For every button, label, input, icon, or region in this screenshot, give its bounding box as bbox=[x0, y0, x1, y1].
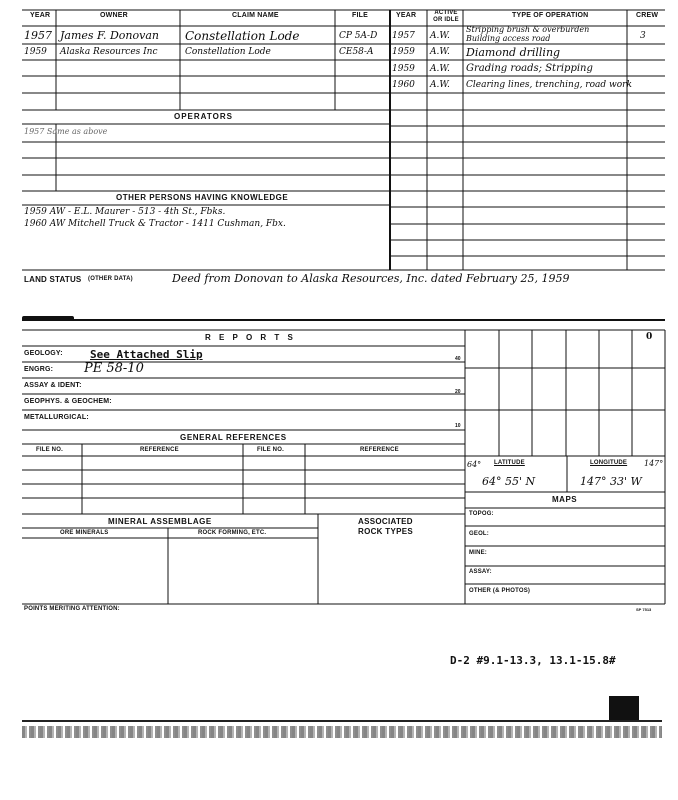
op-row-crew: 3 bbox=[640, 31, 646, 41]
owner-row-year: 1959 bbox=[24, 47, 47, 57]
owner-row-owner: Alaska Resources Inc bbox=[60, 47, 158, 57]
ref-header-reference-2: REFERENCE bbox=[360, 447, 399, 453]
owner-row-file: CP 5A-D bbox=[339, 31, 378, 41]
other-persons-title: OTHER PERSONS HAVING KNOWLEDGE bbox=[116, 193, 289, 202]
maps-geol-label: GEOL: bbox=[469, 531, 489, 537]
points-meriting-attention-label: POINTS MERITING ATTENTION: bbox=[24, 606, 120, 612]
general-references-title: GENERAL REFERENCES bbox=[180, 433, 287, 442]
header-type-of-operation: TYPE OF OPERATION bbox=[512, 12, 589, 19]
land-status-sublabel: (OTHER DATA) bbox=[88, 276, 133, 282]
operators-title: OPERATORS bbox=[174, 112, 233, 121]
longitude-degree: 147° bbox=[644, 459, 664, 468]
owner-row-claim: Constellation Lode bbox=[185, 47, 271, 57]
op-row-operation-line2: Building access road bbox=[466, 34, 551, 43]
reports-scale-20: 20 bbox=[455, 389, 461, 395]
op-row-operation: Clearing lines, trenching, road work bbox=[466, 80, 632, 90]
owner-row-year: 1957 bbox=[24, 29, 52, 42]
ref-header-file-no-2: FILE NO. bbox=[257, 447, 284, 453]
maps-mine-label: MINE: bbox=[469, 550, 487, 556]
reports-scale-10: 10 bbox=[455, 423, 461, 429]
assay-label: ASSAY & IDENT: bbox=[24, 382, 82, 389]
op-row-year: 1959 bbox=[392, 64, 415, 74]
geophys-label: GEOPHYS. & GEOCHEM: bbox=[24, 398, 112, 405]
op-row-year: 1959 bbox=[392, 47, 415, 57]
land-status-label: LAND STATUS bbox=[24, 275, 82, 284]
other-persons-entry: 1960 AW Mitchell Truck & Tractor - 1411 Cushman, Fbx. bbox=[24, 219, 286, 229]
associated-header: ASSOCIATED bbox=[358, 517, 413, 526]
rock-types-header: ROCK TYPES bbox=[358, 527, 414, 536]
longitude-label: LONGITUDE bbox=[590, 460, 628, 466]
op-row-status: A.W. bbox=[430, 31, 450, 41]
geology-label: GEOLOGY: bbox=[24, 350, 63, 357]
scan-rule-bottom bbox=[22, 720, 662, 722]
header-owner: OWNER bbox=[100, 12, 128, 19]
form-code: SP 7513 bbox=[636, 607, 652, 612]
header-crew: CREW bbox=[636, 12, 659, 19]
maps-assay-label: ASSAY: bbox=[469, 569, 492, 575]
other-persons-entry: 1959 AW - E.L. Maurer - 513 - 4th St., Fbks. bbox=[24, 207, 226, 217]
grid-mark: 0 bbox=[646, 332, 653, 342]
engrg-value: PE 58-10 bbox=[84, 361, 144, 376]
op-row-year: 1960 bbox=[392, 80, 415, 90]
reports-title: R E P O R T S bbox=[205, 333, 296, 342]
latitude-label: LATITUDE bbox=[494, 460, 525, 466]
longitude-value: 147° 33' W bbox=[580, 475, 642, 488]
owner-row-claim: Constellation Lode bbox=[185, 29, 300, 43]
op-row-status: A.W. bbox=[430, 64, 450, 74]
reference-code: D-2 #9.1-13.3, 13.1-15.8# bbox=[450, 654, 616, 667]
op-row-year: 1957 bbox=[392, 31, 415, 41]
header-claim-name: CLAIM NAME bbox=[232, 12, 279, 19]
latitude-degree: 64° bbox=[467, 460, 482, 469]
op-row-status: A.W. bbox=[430, 80, 450, 90]
maps-other-label: OTHER (& PHOTOS) bbox=[469, 588, 531, 594]
rock-forming-header: ROCK FORMING, ETC. bbox=[198, 530, 267, 536]
maps-topog-label: TOPOG: bbox=[469, 511, 494, 517]
header-active-idle: ACTIVE OR IDLE bbox=[433, 10, 459, 23]
scan-mark-top bbox=[22, 316, 74, 321]
ref-header-reference: REFERENCE bbox=[140, 447, 179, 453]
latitude-value: 64° 55' N bbox=[482, 475, 536, 488]
ref-header-file-no: FILE NO. bbox=[36, 447, 63, 453]
scan-noise-band bbox=[22, 726, 662, 738]
mineral-assemblage-title: MINERAL ASSEMBLAGE bbox=[108, 517, 212, 526]
header-file: FILE bbox=[352, 12, 368, 19]
header-year: YEAR bbox=[30, 12, 51, 19]
op-row-operation: Grading roads; Stripping bbox=[466, 63, 593, 74]
engrg-label: ENGRG: bbox=[24, 366, 54, 373]
maps-title: MAPS bbox=[552, 495, 578, 504]
land-status-value: Deed from Donovan to Alaska Resources, Inc. dated February 25, 1959 bbox=[172, 272, 570, 285]
op-row-status: A.W. bbox=[430, 47, 450, 57]
owner-row-owner: James F. Donovan bbox=[60, 29, 159, 42]
owner-row-file: CE58-A bbox=[339, 47, 374, 57]
op-row-operation: Stripping brush & overburden bbox=[466, 25, 590, 34]
operators-entry: 1957 Same as above bbox=[24, 127, 108, 136]
header-year-ops: YEAR bbox=[396, 12, 417, 19]
ore-minerals-header: ORE MINERALS bbox=[60, 530, 109, 536]
geology-value: See Attached Slip bbox=[90, 348, 203, 361]
reports-scale-40: 40 bbox=[455, 356, 461, 362]
op-row-operation: Diamond drilling bbox=[466, 46, 561, 59]
scan-mark-block bbox=[609, 696, 639, 722]
metallurgical-label: METALLURGICAL: bbox=[24, 414, 89, 421]
